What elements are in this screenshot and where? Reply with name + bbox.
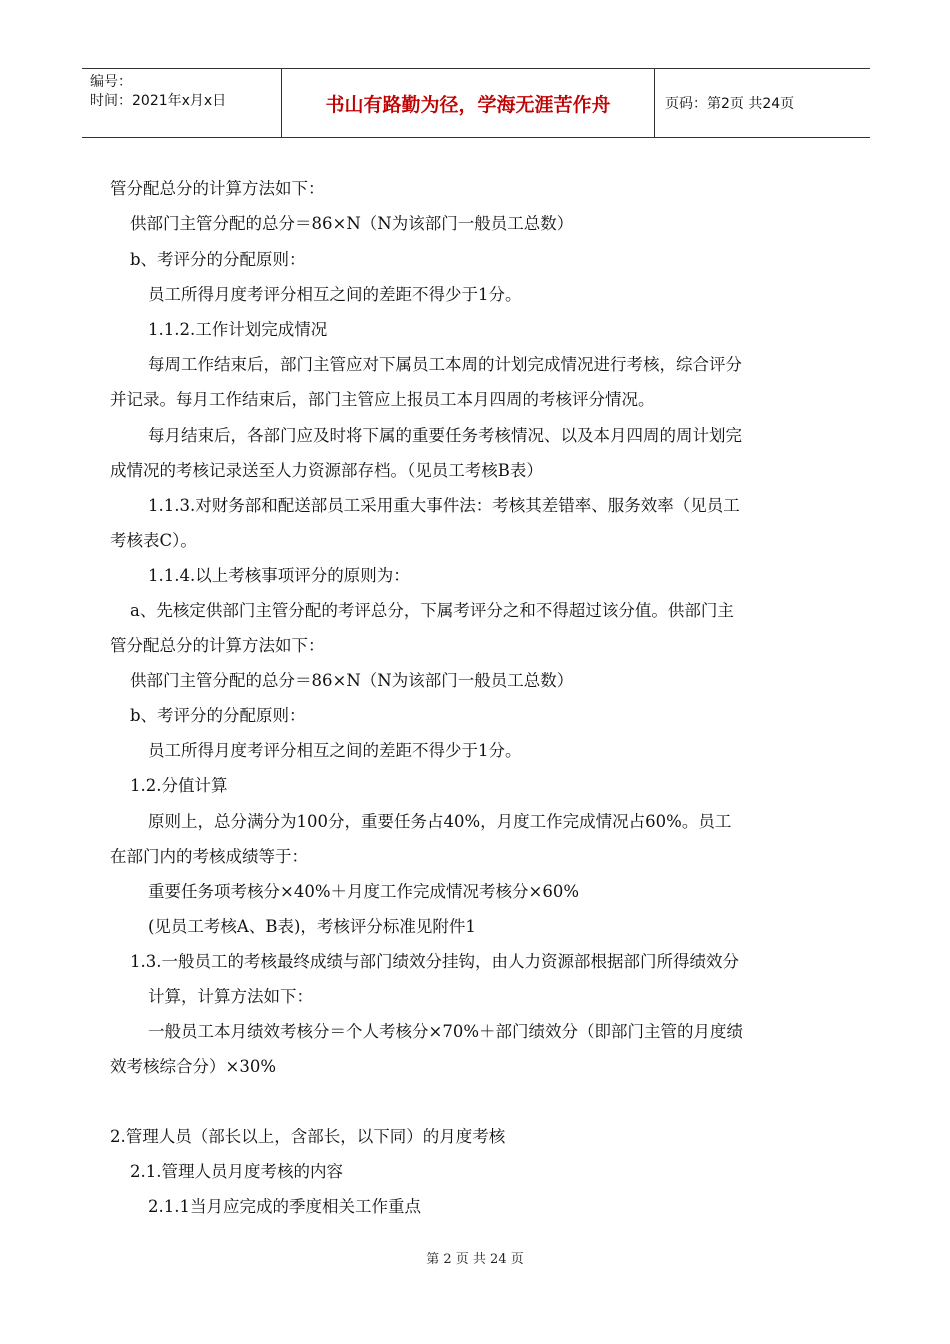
header-page-info: 页码：第2页 共24页 bbox=[665, 96, 795, 112]
date-label: 时间：2021年x月x日 bbox=[90, 93, 227, 109]
body-line: 2.1.1当月应完成的季度相关工作重点 bbox=[148, 1197, 421, 1216]
body-line: 2.1.管理人员月度考核的内容 bbox=[130, 1162, 343, 1181]
body-line: 1.1.3.对财务部和配送部员工采用重大事件法：考核其差错率、服务效率（见员工 bbox=[148, 496, 740, 515]
body-line: 效考核综合分）×30% bbox=[110, 1057, 276, 1076]
body-line: 在部门内的考核成绩等于： bbox=[110, 847, 308, 866]
body-line: 1.1.4.以上考核事项评分的原则为： bbox=[148, 566, 410, 585]
body-line: 1.3.一般员工的考核最终成绩与部门绩效分挂钩，由人力资源部根据部门所得绩效分 bbox=[130, 952, 739, 971]
body-line: 原则上，总分满分为100分，重要任务占40%，月度工作完成情况占60%。员工 bbox=[148, 812, 732, 831]
body-line: 1.1.2.工作计划完成情况 bbox=[148, 320, 328, 339]
body-line: 管分配总分的计算方法如下： bbox=[110, 179, 325, 198]
body-line: (见员工考核A、B表)，考核评分标准见附件1 bbox=[148, 917, 476, 936]
body-line: b、考评分的分配原则： bbox=[130, 250, 306, 269]
body-line: 1.2.分值计算 bbox=[130, 776, 228, 795]
body-line: 供部门主管分配的总分＝86×N（N为该部门一般员工总数） bbox=[130, 214, 574, 233]
body-line: 重要任务项考核分×40%＋月度工作完成情况考核分×60% bbox=[148, 882, 579, 901]
body-line: 员工所得月度考评分相互之间的差距不得少于1分。 bbox=[148, 741, 522, 760]
body-line: 并记录。每月工作结束后，部门主管应上报员工本月四周的考核评分情况。 bbox=[110, 390, 655, 409]
body-line: 考核表C）。 bbox=[110, 531, 197, 550]
page-footer: 第 2 页 共 24 页 bbox=[426, 1252, 524, 1267]
body-line: 供部门主管分配的总分＝86×N（N为该部门一般员工总数） bbox=[130, 671, 574, 690]
body-line: 一般员工本月绩效考核分＝个人考核分×70%＋部门绩效分（即部门主管的月度绩 bbox=[148, 1022, 743, 1041]
serial-label: 编号： bbox=[90, 74, 132, 90]
body-line: 计算，计算方法如下： bbox=[148, 987, 313, 1006]
document-header bbox=[82, 68, 870, 138]
body-line: b、考评分的分配原则： bbox=[130, 706, 306, 725]
body-line: 员工所得月度考评分相互之间的差距不得少于1分。 bbox=[148, 285, 522, 304]
body-line: 成情况的考核记录送至人力资源部存档。（见员工考核B表） bbox=[110, 461, 543, 480]
body-line: 每月结束后，各部门应及时将下属的重要任务考核情况、以及本月四周的周计划完 bbox=[148, 426, 742, 445]
section-heading: 2.管理人员（部长以上，含部长，以下同）的月度考核 bbox=[110, 1127, 506, 1146]
body-line: 管分配总分的计算方法如下： bbox=[110, 636, 325, 655]
header-motto: 书山有路勤为径，学海无涯苦作舟 bbox=[282, 69, 655, 137]
body-line: 每周工作结束后，部门主管应对下属员工本周的计划完成情况进行考核，综合评分 bbox=[148, 355, 742, 374]
header-meta-cell bbox=[82, 69, 282, 137]
body-line: a、先核定供部门主管分配的考评总分，下属考评分之和不得超过该分值。供部门主 bbox=[130, 601, 734, 620]
